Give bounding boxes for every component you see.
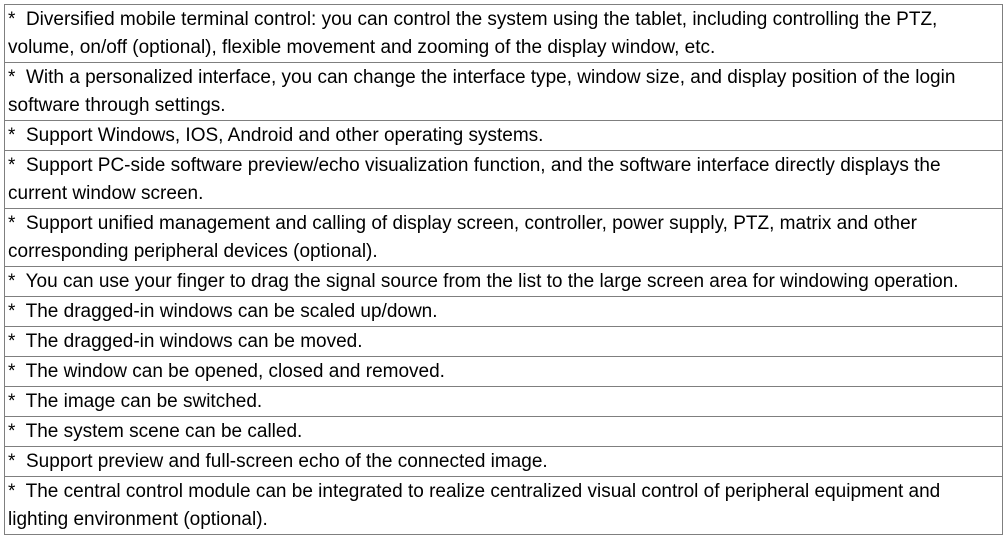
- feature-cell: [5, 121, 1003, 151]
- bullet-marker: *: [8, 155, 26, 176]
- table-row: [5, 417, 1003, 447]
- table-row: [5, 477, 1003, 535]
- feature-table-body: [5, 5, 1003, 535]
- feature-text: The window can be opened, closed and removed.: [25, 361, 445, 382]
- feature-cell: [5, 327, 1003, 357]
- table-row: [5, 121, 1003, 151]
- feature-text: You can use your finger to drag the signal source from the list to the large screen area for windowing operation.: [25, 271, 959, 292]
- bullet-marker: *: [8, 125, 26, 146]
- table-row: [5, 5, 1003, 63]
- bullet-marker: *: [8, 213, 26, 234]
- bullet-marker: *: [8, 67, 26, 88]
- feature-cell: [5, 357, 1003, 387]
- bullet-marker: *: [8, 451, 26, 472]
- bullet-marker: *: [8, 361, 26, 382]
- table-row: [5, 297, 1003, 327]
- table-row: [5, 63, 1003, 121]
- feature-text: Diversified mobile terminal control: you can control the system using the tablet, including controlling the PTZ, volume, on/off (optional), flexible movement and zooming of the display window, etc.: [8, 9, 938, 58]
- feature-cell: [5, 297, 1003, 327]
- feature-cell: [5, 477, 1003, 535]
- feature-text: Support PC-side software preview/echo visualization function, and the software interface directly displays the current window screen.: [8, 155, 941, 204]
- feature-cell: [5, 417, 1003, 447]
- feature-cell: [5, 5, 1003, 63]
- table-row: [5, 357, 1003, 387]
- feature-text: The image can be switched.: [25, 391, 263, 412]
- feature-text: The system scene can be called.: [25, 421, 303, 442]
- table-row: [5, 327, 1003, 357]
- feature-text: Support unified management and calling of display screen, controller, power supply, PTZ, matrix and other corresponding peripheral devices (optional).: [8, 213, 917, 262]
- feature-cell: [5, 447, 1003, 477]
- feature-cell: [5, 209, 1003, 267]
- bullet-marker: *: [8, 331, 26, 352]
- feature-cell: [5, 63, 1003, 121]
- feature-table: [4, 4, 1003, 535]
- bullet-marker: *: [8, 9, 26, 30]
- feature-text: The dragged-in windows can be moved.: [25, 331, 363, 352]
- table-row: [5, 387, 1003, 417]
- feature-cell: [5, 387, 1003, 417]
- table-row: [5, 447, 1003, 477]
- table-row: [5, 209, 1003, 267]
- feature-text: Support Windows, IOS, Android and other operating systems.: [25, 125, 544, 146]
- feature-text: Support preview and full-screen echo of the connected image.: [25, 451, 548, 472]
- bullet-marker: *: [8, 391, 26, 412]
- table-row: [5, 151, 1003, 209]
- bullet-marker: *: [8, 301, 26, 322]
- table-row: [5, 267, 1003, 297]
- feature-text: With a personalized interface, you can change the interface type, window size, and display position of the login software through settings.: [8, 67, 956, 116]
- bullet-marker: *: [8, 421, 26, 442]
- feature-text: The dragged-in windows can be scaled up/down.: [25, 301, 438, 322]
- feature-text: The central control module can be integrated to realize centralized visual control of peripheral equipment and lighting environment (optional).: [8, 481, 941, 530]
- feature-cell: [5, 267, 1003, 297]
- bullet-marker: *: [8, 481, 26, 502]
- bullet-marker: *: [8, 271, 26, 292]
- feature-cell: [5, 151, 1003, 209]
